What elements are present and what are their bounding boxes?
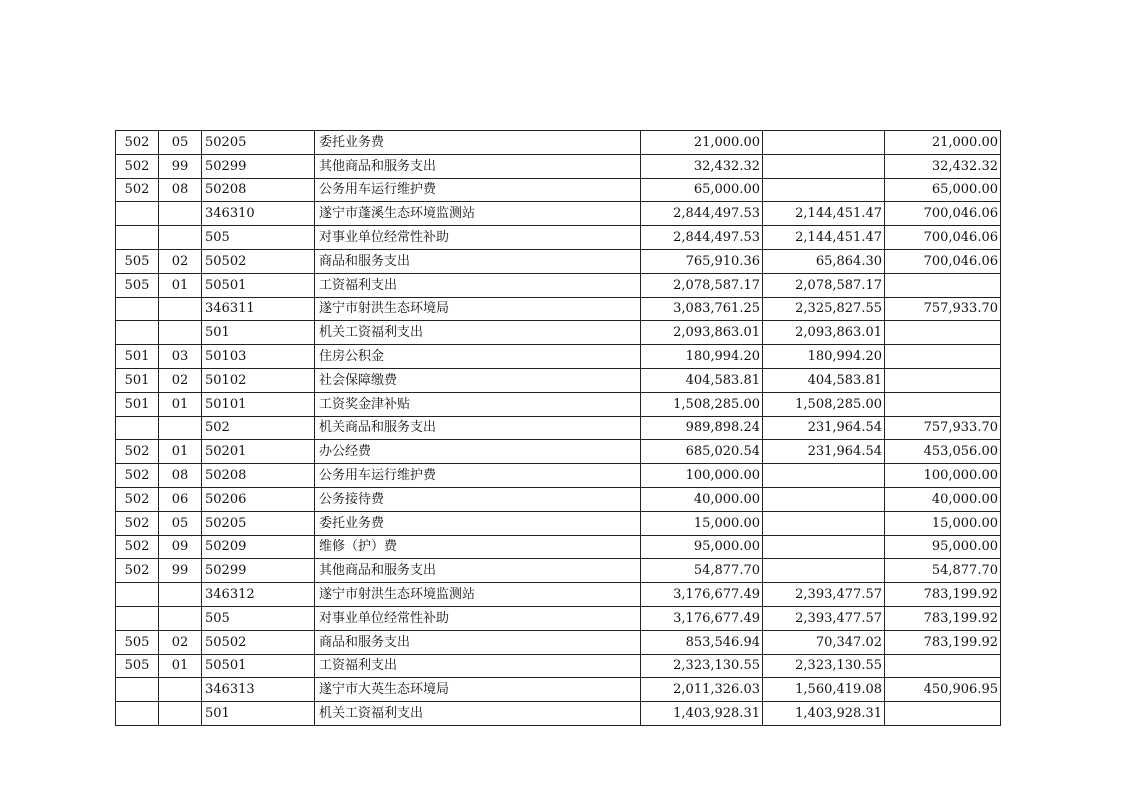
table-row <box>116 630 1001 654</box>
project-expense-cell <box>885 368 1001 392</box>
table-row <box>116 559 1001 583</box>
basic-expense-cell: 2,393,477.57 <box>763 606 885 630</box>
total-amount-cell: 2,323,130.55 <box>641 654 763 678</box>
item-code-cell: 02 <box>159 368 202 392</box>
item-code-cell: 03 <box>159 345 202 369</box>
basic-expense-cell <box>763 464 885 488</box>
item-code-cell: 08 <box>159 178 202 202</box>
class-code-cell <box>116 226 159 250</box>
table-row <box>116 368 1001 392</box>
project-expense-cell: 450,906.95 <box>885 678 1001 702</box>
total-amount-cell: 54,877.70 <box>641 559 763 583</box>
project-expense-cell: 95,000.00 <box>885 535 1001 559</box>
class-code-cell <box>116 321 159 345</box>
account-name-cell: 机关工资福利支出 <box>315 702 641 726</box>
table-row <box>116 131 1001 155</box>
class-code-cell: 501 <box>116 345 159 369</box>
table-row <box>116 654 1001 678</box>
account-code-cell: 50101 <box>202 392 315 416</box>
total-amount-cell: 685,020.54 <box>641 440 763 464</box>
account-name-cell: 社会保障缴费 <box>315 368 641 392</box>
account-code-cell: 346312 <box>202 583 315 607</box>
table-row <box>116 178 1001 202</box>
account-code-cell: 505 <box>202 226 315 250</box>
basic-expense-cell: 180,994.20 <box>763 345 885 369</box>
basic-expense-cell: 2,144,451.47 <box>763 226 885 250</box>
total-amount-cell: 95,000.00 <box>641 535 763 559</box>
item-code-cell: 08 <box>159 464 202 488</box>
item-code-cell: 09 <box>159 535 202 559</box>
project-expense-cell: 700,046.06 <box>885 202 1001 226</box>
project-expense-cell: 757,933.70 <box>885 297 1001 321</box>
class-code-cell <box>116 297 159 321</box>
class-code-cell: 505 <box>116 249 159 273</box>
account-code-cell: 50501 <box>202 273 315 297</box>
basic-expense-cell: 1,508,285.00 <box>763 392 885 416</box>
total-amount-cell: 2,011,326.03 <box>641 678 763 702</box>
account-name-cell: 其他商品和服务支出 <box>315 559 641 583</box>
project-expense-cell <box>885 702 1001 726</box>
project-expense-cell: 21,000.00 <box>885 131 1001 155</box>
total-amount-cell: 3,176,677.49 <box>641 606 763 630</box>
total-amount-cell: 3,176,677.49 <box>641 583 763 607</box>
item-code-cell: 01 <box>159 392 202 416</box>
class-code-cell: 502 <box>116 131 159 155</box>
item-code-cell <box>159 297 202 321</box>
total-amount-cell: 989,898.24 <box>641 416 763 440</box>
account-code-cell: 50208 <box>202 464 315 488</box>
basic-expense-cell <box>763 154 885 178</box>
account-code-cell: 501 <box>202 702 315 726</box>
project-expense-cell <box>885 321 1001 345</box>
basic-expense-cell: 2,325,827.55 <box>763 297 885 321</box>
class-code-cell <box>116 416 159 440</box>
account-name-cell: 机关工资福利支出 <box>315 321 641 345</box>
account-name-cell: 对事业单位经常性补助 <box>315 606 641 630</box>
basic-expense-cell: 70,347.02 <box>763 630 885 654</box>
item-code-cell: 01 <box>159 654 202 678</box>
item-code-cell: 99 <box>159 154 202 178</box>
table-row <box>116 678 1001 702</box>
basic-expense-cell: 2,093,863.01 <box>763 321 885 345</box>
table-body <box>116 131 1001 726</box>
table-row <box>116 583 1001 607</box>
total-amount-cell: 32,432.32 <box>641 154 763 178</box>
account-name-cell: 遂宁市蓬溪生态环境监测站 <box>315 202 641 226</box>
total-amount-cell: 21,000.00 <box>641 131 763 155</box>
item-code-cell <box>159 678 202 702</box>
account-code-cell: 50299 <box>202 154 315 178</box>
table-row <box>116 154 1001 178</box>
basic-expense-cell: 2,393,477.57 <box>763 583 885 607</box>
account-name-cell: 其他商品和服务支出 <box>315 154 641 178</box>
table-row <box>116 464 1001 488</box>
total-amount-cell: 3,083,761.25 <box>641 297 763 321</box>
project-expense-cell: 783,199.92 <box>885 583 1001 607</box>
account-code-cell: 50502 <box>202 630 315 654</box>
project-expense-cell: 757,933.70 <box>885 416 1001 440</box>
item-code-cell: 01 <box>159 273 202 297</box>
total-amount-cell: 100,000.00 <box>641 464 763 488</box>
class-code-cell: 505 <box>116 273 159 297</box>
account-name-cell: 遂宁市射洪生态环境监测站 <box>315 583 641 607</box>
class-code-cell: 502 <box>116 178 159 202</box>
basic-expense-cell <box>763 178 885 202</box>
account-name-cell: 住房公积金 <box>315 345 641 369</box>
account-code-cell: 50299 <box>202 559 315 583</box>
account-name-cell: 遂宁市射洪生态环境局 <box>315 297 641 321</box>
account-code-cell: 50205 <box>202 511 315 535</box>
total-amount-cell: 1,403,928.31 <box>641 702 763 726</box>
account-name-cell: 工资奖金津补贴 <box>315 392 641 416</box>
account-name-cell: 办公经费 <box>315 440 641 464</box>
total-amount-cell: 2,078,587.17 <box>641 273 763 297</box>
project-expense-cell: 54,877.70 <box>885 559 1001 583</box>
total-amount-cell: 2,093,863.01 <box>641 321 763 345</box>
account-code-cell: 502 <box>202 416 315 440</box>
total-amount-cell: 2,844,497.53 <box>641 202 763 226</box>
account-name-cell: 委托业务费 <box>315 131 641 155</box>
account-name-cell: 对事业单位经常性补助 <box>315 226 641 250</box>
class-code-cell: 505 <box>116 630 159 654</box>
basic-expense-cell <box>763 487 885 511</box>
table-row <box>116 511 1001 535</box>
account-code-cell: 50209 <box>202 535 315 559</box>
basic-expense-cell: 2,144,451.47 <box>763 202 885 226</box>
item-code-cell: 06 <box>159 487 202 511</box>
basic-expense-cell: 231,964.54 <box>763 416 885 440</box>
account-name-cell: 机关商品和服务支出 <box>315 416 641 440</box>
account-name-cell: 维修（护）费 <box>315 535 641 559</box>
project-expense-cell <box>885 273 1001 297</box>
account-name-cell: 工资福利支出 <box>315 654 641 678</box>
basic-expense-cell: 1,403,928.31 <box>763 702 885 726</box>
item-code-cell <box>159 606 202 630</box>
project-expense-cell <box>885 392 1001 416</box>
class-code-cell <box>116 678 159 702</box>
project-expense-cell: 700,046.06 <box>885 249 1001 273</box>
account-code-cell: 505 <box>202 606 315 630</box>
table-row <box>116 249 1001 273</box>
account-name-cell: 工资福利支出 <box>315 273 641 297</box>
class-code-cell: 501 <box>116 368 159 392</box>
account-code-cell: 346313 <box>202 678 315 702</box>
class-code-cell: 502 <box>116 440 159 464</box>
table-row <box>116 440 1001 464</box>
account-code-cell: 346311 <box>202 297 315 321</box>
account-code-cell: 50502 <box>202 249 315 273</box>
class-code-cell: 502 <box>116 487 159 511</box>
item-code-cell: 01 <box>159 440 202 464</box>
total-amount-cell: 2,844,497.53 <box>641 226 763 250</box>
total-amount-cell: 404,583.81 <box>641 368 763 392</box>
account-code-cell: 346310 <box>202 202 315 226</box>
table-row <box>116 702 1001 726</box>
item-code-cell: 05 <box>159 131 202 155</box>
table-row <box>116 273 1001 297</box>
account-name-cell: 公务用车运行维护费 <box>315 178 641 202</box>
item-code-cell <box>159 226 202 250</box>
project-expense-cell: 783,199.92 <box>885 606 1001 630</box>
project-expense-cell: 15,000.00 <box>885 511 1001 535</box>
basic-expense-cell: 404,583.81 <box>763 368 885 392</box>
basic-expense-cell <box>763 131 885 155</box>
account-name-cell: 公务接待费 <box>315 487 641 511</box>
account-code-cell: 50102 <box>202 368 315 392</box>
account-name-cell: 遂宁市大英生态环境局 <box>315 678 641 702</box>
account-name-cell: 公务用车运行维护费 <box>315 464 641 488</box>
total-amount-cell: 15,000.00 <box>641 511 763 535</box>
class-code-cell: 502 <box>116 559 159 583</box>
item-code-cell <box>159 583 202 607</box>
account-code-cell: 50208 <box>202 178 315 202</box>
item-code-cell: 02 <box>159 630 202 654</box>
project-expense-cell: 32,432.32 <box>885 154 1001 178</box>
account-code-cell: 50201 <box>202 440 315 464</box>
class-code-cell: 502 <box>116 464 159 488</box>
class-code-cell <box>116 202 159 226</box>
table-row <box>116 606 1001 630</box>
class-code-cell: 501 <box>116 392 159 416</box>
basic-expense-cell: 2,078,587.17 <box>763 273 885 297</box>
table-row <box>116 535 1001 559</box>
basic-expense-cell: 2,323,130.55 <box>763 654 885 678</box>
table-row <box>116 226 1001 250</box>
table-row <box>116 297 1001 321</box>
table-row <box>116 321 1001 345</box>
account-name-cell: 委托业务费 <box>315 511 641 535</box>
basic-expense-cell <box>763 559 885 583</box>
item-code-cell: 05 <box>159 511 202 535</box>
class-code-cell: 502 <box>116 511 159 535</box>
basic-expense-cell: 1,560,419.08 <box>763 678 885 702</box>
total-amount-cell: 65,000.00 <box>641 178 763 202</box>
item-code-cell: 02 <box>159 249 202 273</box>
project-expense-cell <box>885 345 1001 369</box>
class-code-cell <box>116 583 159 607</box>
budget-table <box>115 130 1001 726</box>
account-code-cell: 50103 <box>202 345 315 369</box>
class-code-cell: 502 <box>116 154 159 178</box>
item-code-cell <box>159 702 202 726</box>
project-expense-cell: 100,000.00 <box>885 464 1001 488</box>
total-amount-cell: 765,910.36 <box>641 249 763 273</box>
project-expense-cell: 65,000.00 <box>885 178 1001 202</box>
total-amount-cell: 180,994.20 <box>641 345 763 369</box>
account-code-cell: 50205 <box>202 131 315 155</box>
table-row <box>116 416 1001 440</box>
class-code-cell: 502 <box>116 535 159 559</box>
project-expense-cell: 40,000.00 <box>885 487 1001 511</box>
project-expense-cell: 700,046.06 <box>885 226 1001 250</box>
item-code-cell <box>159 202 202 226</box>
project-expense-cell: 783,199.92 <box>885 630 1001 654</box>
account-code-cell: 501 <box>202 321 315 345</box>
account-code-cell: 50501 <box>202 654 315 678</box>
class-code-cell <box>116 702 159 726</box>
account-code-cell: 50206 <box>202 487 315 511</box>
class-code-cell: 505 <box>116 654 159 678</box>
item-code-cell <box>159 416 202 440</box>
table-row <box>116 345 1001 369</box>
account-name-cell: 商品和服务支出 <box>315 249 641 273</box>
total-amount-cell: 853,546.94 <box>641 630 763 654</box>
account-name-cell: 商品和服务支出 <box>315 630 641 654</box>
project-expense-cell: 453,056.00 <box>885 440 1001 464</box>
basic-expense-cell <box>763 535 885 559</box>
basic-expense-cell <box>763 511 885 535</box>
item-code-cell: 99 <box>159 559 202 583</box>
table-row <box>116 202 1001 226</box>
item-code-cell <box>159 321 202 345</box>
basic-expense-cell: 231,964.54 <box>763 440 885 464</box>
basic-expense-cell: 65,864.30 <box>763 249 885 273</box>
table-row <box>116 487 1001 511</box>
project-expense-cell <box>885 654 1001 678</box>
total-amount-cell: 40,000.00 <box>641 487 763 511</box>
class-code-cell <box>116 606 159 630</box>
total-amount-cell: 1,508,285.00 <box>641 392 763 416</box>
table-row <box>116 392 1001 416</box>
